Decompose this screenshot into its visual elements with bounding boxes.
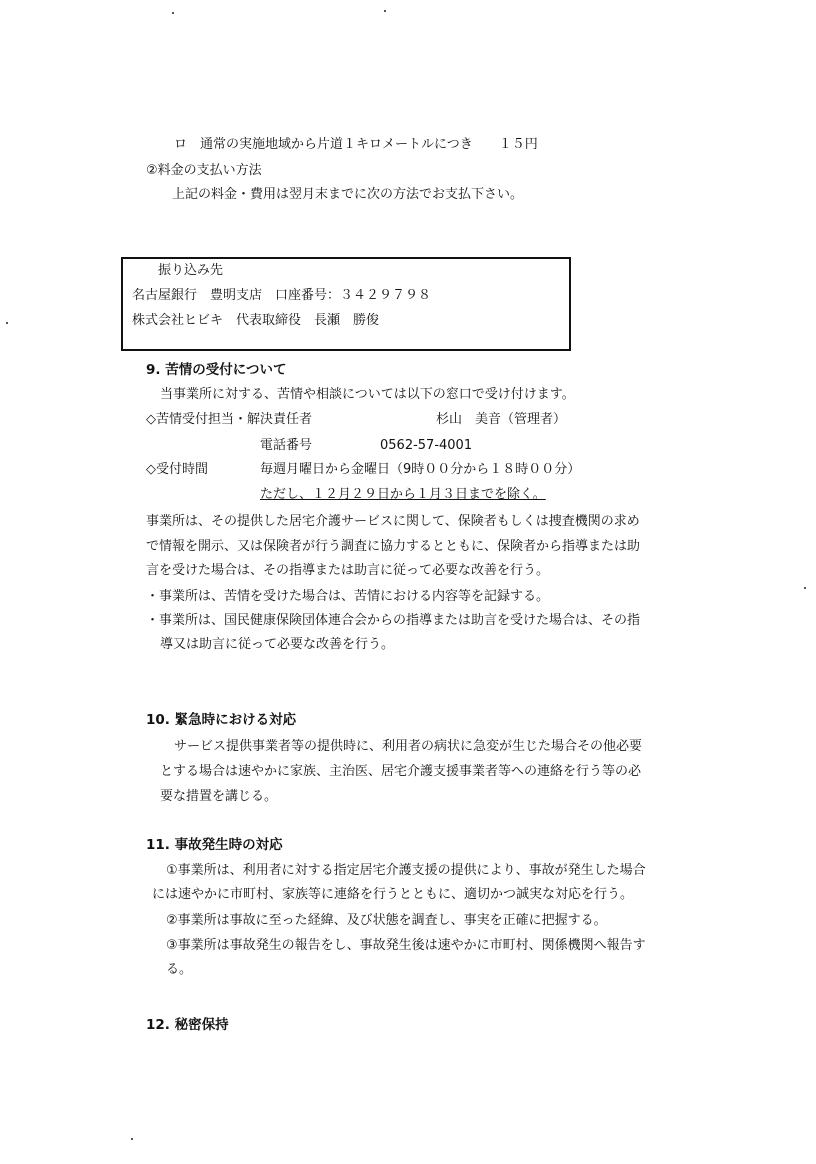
tel-label: 電話番号 [260,438,313,453]
tel-value: 0562-57-4001 [380,438,473,453]
fee-line-ro: ロ 通常の実施地域から片道１キロメートルにつき １５円 [174,137,538,152]
sec10-text-line: とする場合は速やかに家族、主治医、居宅介護支援事業者等への連絡を行う等の必 [160,764,642,779]
scan-speck [131,1138,133,1140]
sec11-item3-cont: る。 [166,962,193,977]
hours-value: 毎週月曜日から金曜日（9時００分から１８時００分） [260,462,581,477]
sec11-item1-cont: には速やかに市町村、家族等に連絡を行うとともに、適切かつ誠実な対応を行う。 [152,887,634,902]
complaint-responsible-label: ◇苦情受付担当・解決責任者 [146,412,312,427]
sec9-para-line: 言を受けた場合は、その指導または助言に従って必要な改善を行う。 [146,563,550,578]
sec10-heading: 10. 緊急時における対応 [146,712,297,728]
sec9-para-line: 事業所は、その提供した居宅介護サービスに関して、保険者もしくは捜査機関の求め [146,514,640,529]
sec9-heading: 9. 苦情の受付について [146,362,287,378]
sec9-bullet: ・事業所は、苦情を受けた場合は、苦情における内容等を記録する。 [146,589,550,604]
sec9-bullet-cont: 導又は助言に従って必要な改善を行う。 [160,637,395,652]
hours-label: ◇受付時間 [146,462,208,477]
sec10-text-line: サービス提供事業者等の提供時に、利用者の病状に急変が生じた場合その他必要 [174,739,643,754]
complaint-responsible-name: 杉山 美音（管理者） [436,412,567,427]
bank-account-line: 名古屋銀行 豊明支店 口座番号：３４２９７９８ [132,288,432,303]
sec9-bullet: ・事業所は、国民健康保険団体連合会からの指導または助言を受けた場合は、その指 [146,613,641,628]
sec9-intro: 当事業所に対する、苦情や相談については以下の窓口で受け付けます。 [160,387,575,402]
sec9-para-line: で情報を開示、又は保険者が行う調査に協力するとともに、保険者から指導または助 [146,539,641,554]
sec11-item3: ③事業所は事故発生の報告をし、事故発生後は速やかに市町村、関係機関へ報告す [166,938,646,953]
sec11-item2: ②事業所は事故に至った経緯、及び状態を調査し、事実を正確に把握する。 [166,913,607,928]
bank-box-title: 振り込み先 [158,263,224,278]
sec11-heading: 11. 事故発生時の対応 [146,837,283,853]
sec12-heading: 12. 秘密保持 [146,1017,229,1033]
sec10-text-line: 要な措置を講じる。 [160,789,278,804]
scan-speck [804,587,806,589]
scan-speck [6,322,8,324]
sec11-item1: ①事業所は、利用者に対する指定居宅介護支援の提供により、事故が発生した場合 [166,863,646,878]
scan-speck [384,10,386,12]
company-line: 株式会社ヒビキ 代表取締役 長瀬 勝俊 [132,313,380,328]
scan-speck [172,12,174,14]
hours-exception: ただし、１２月２９日から１月３日までを除く。 [260,487,546,502]
payment-heading: ②料金の支払い方法 [146,163,262,178]
payment-text: 上記の料金・費用は翌月末までに次の方法でお支払下さい。 [172,187,524,202]
